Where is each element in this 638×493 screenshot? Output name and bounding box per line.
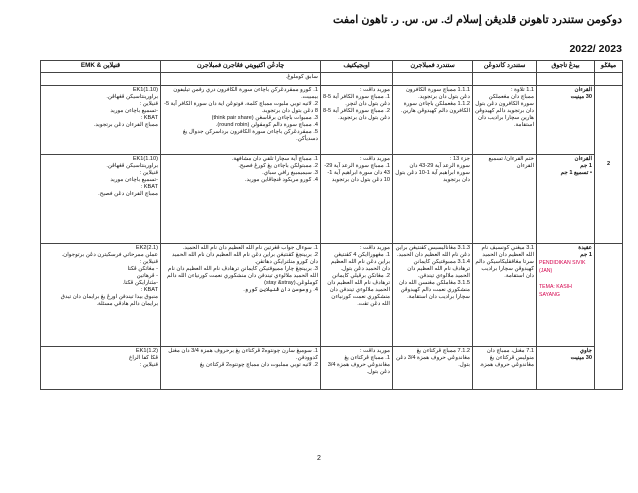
learning-standard-cell: [393, 73, 473, 86]
content-standard-cell: 7.1 مڠنل، ممباچ دان منوليس ڤركتاءن يڠ مڠاندوڠي حروف همزة.: [473, 347, 537, 390]
unit-cell: [537, 244, 595, 347]
learning-standard-cell: 7.1.2 ممباچ ڤركتاءن يڠ مڠاندوڠي حروف همزة 3/4 دڠن بتول.: [393, 347, 473, 390]
table-row: [41, 244, 623, 347]
col-header-unit: بيدڠ تاجوق: [537, 61, 595, 73]
learning-standard-cell: 3.1.3 مڠاناليسيس كڤنتيڠن براين دڠن نام الله العظيم دان الحميد. 3.1.4 ممبوقتيكن كايمانن ترهادڤ نام الله العظيم دان الحميد ملالوءي تيندقن. 3.1.5 مڠاملكن مڠنسن الله دان منشكوري نعمت دالم كهيدوڤن سچارا براديب دان استقامة.: [393, 244, 473, 347]
emk-cell: EK1(1.2) ڤكا كفا الراغ قنيلاين :: [41, 347, 161, 390]
objective-cell: موريد داڤت : 1. ممباچ ڤركتاءن يڠ مڠاندوڠي حروف همزة 3/4 دڠن بتول.: [321, 347, 393, 390]
week-cell: [595, 73, 623, 86]
week-number: 2: [595, 86, 623, 244]
table-row: [41, 347, 623, 390]
teaching-activity-cell: 1. سومبڠ سارن چونتوه2 ڤركتاءن يڠ برحروف همزة 3/4 دان مڠنل كدوودقن. 2. لاتيه توبي مملبوت دان ممباچ چونتوه2 ڤركتاءن يڠ: [161, 347, 321, 390]
col-header-week: ميڠݢو: [595, 61, 623, 73]
objective-cell: موريد داڤت : 1. مڠهوراايكن 4 كڤنتيڠن براين دڠن نام الله العظيم دان الحميد دڠن بتول. 2. مڠاتكن برڤيلي كايمانن ترهادڤ نام الله العظيم دان الحميد ملالوءي تيندقن دان منشكوري نعمت كورنياءن الله دڠن تڤت.: [321, 244, 393, 347]
emk-cell: EK2(2.1) عملن ممرحاتي فرسكيترن دڠن برتوجوان. قنيلاين : - مڠاتكن ڤكتا - ڤرهاتين -مثنارايكن ڤكتا. KBAT : منبوق بيدا تيندقن اورڠ يڠ برايمان دان تيدق برايمان دالم هادڤي مسئلة.: [41, 244, 161, 347]
col-header-objective: اوبجيكتيف: [321, 61, 393, 73]
col-header-content-standard: ستندرد كاندوڠن: [473, 61, 537, 73]
table-row: [41, 73, 623, 86]
teaching-activity-cell: سابق كوملوڠ.: [161, 73, 321, 86]
table-row: [41, 155, 623, 244]
objective-cell: موريد داڤت : 1. ممباچ سورة الكافر آية 5-8 دڠن بتول دان لنچر. 2. ممباچ سورة الكافر آية 5-8 دڠن بتول دان برتجويد.: [321, 86, 393, 155]
unit-cell: القرءان 30 مينيت: [537, 86, 595, 155]
unit-title: عقيدة 1 جم: [578, 245, 592, 258]
table-row: [41, 86, 623, 155]
col-header-emk: EMK & قنيلاين: [41, 61, 161, 73]
learning-standard-cell: 1.1.1 ممباچ سورة الكافرون دڠن بتول دان برتجويد. 1.1.2 مڠعملكن باچاءن سورة الكافرون دالم كهيدوڤن هارين.: [393, 86, 473, 155]
content-standard-cell: [473, 73, 537, 86]
page-number: 2: [317, 455, 321, 462]
emk-cell: [41, 73, 161, 86]
lesson-plan-table: [40, 60, 623, 390]
unit-cell: جاوي 30 مينيت: [537, 347, 595, 390]
teaching-activity-cell: 1. سوءال جواب ڤڠرتين نام الله العظيم دان نام الله الحميد. 2. بربينچڠ كڤنتيڠن براين دڠن نام الله العظيم دان نام الله الحميد دان ݢورو منلترايكن دهاتڤن. 3. بربينچڠ چارا مميوقتيكن كايمانن ترهادڤ نام الله العظيم دان نام الله الحميد ملالوءي تيندقن دان منشكوري نعمت كورنياءن الله دالم كوملوڠن.(stay &stray) 4. روموسن دان ڤنيلاين ݢورو.: [161, 244, 321, 347]
col-header-learning-standard: ستندرد فمبلاجرن: [393, 61, 473, 73]
teaching-activity-cell: 1. ممباچ آية سچارا تلقي دان مشافهة. 2. ممبتولكن باچاءن يڠ كورڠ فصيح. 3. سيميمبيغ رافي سباي. 4. ݢورو مريكود ڤنچاڤاين موريد.: [161, 155, 321, 244]
content-standard-cell: 3.1 ميڠني كونسيڤ نام الله العظيم دان الحميد سرتا مڠاقڤليكاسيكن دالم كهيدوڤن سچارا براديب دان استقامة.: [473, 244, 537, 347]
objective-cell: [321, 73, 393, 86]
document-title: دوکومن ستندرد تاهونن قلديڠن إسلام ك. س. س. ر. تاهون امفت: [333, 14, 622, 26]
emk-cell: EK1(1.10) براورينتاسيكن ڤڠهاڤن. قنيلاين : -تسميع باچاءن موريد KBAT : ممباچ القرءان دڠن برتجويد.: [41, 86, 161, 155]
teaching-activity-cell: 1. ݢورو ممڤردڠركن باچاءن سورة الكافرون دري رقمن تيليفون بيمبيت. 2. لاتيه توبي ملبوت ممباچ كلمة، فوتوڠن اية دان سورة الكافر آية 5-8 دڠن بتول دان برتجويد. 3. ممبوات باچاءن برڤاسڠن (think pair share) 4. ممباچ سورة دالم كومڤولن (round robin). 5. ممڤردڠركن باچاءن سورة الكافرون برداسركن جدوال يڠ دسديأكن.: [161, 86, 321, 155]
civic-theme-note: PENDIDIKAN SIVIK (JAN) TEMA: KASIH SAYANG: [539, 260, 586, 298]
content-standard-cell: ختم القرءان/ تسميع القرءان: [473, 155, 537, 244]
unit-cell: القرءان 1 جم • تسميع 1 جم: [537, 155, 595, 244]
unit-cell: [537, 73, 595, 86]
table-header-row: [41, 61, 623, 73]
emk-cell: EK1(1.10) براورينتاسيكن ڤڠهاڤن. قنيلاين : -تسميع باچاءن موريد KBAT : ممباچ القرءان دڠن فصيح.: [41, 155, 161, 244]
content-standard-cell: 1.1 تلاوة : ممباچ دان مڠعملكن سورة الكافرون دڠن بتول دان برتجويد دالم كهيدوڤن هارين سچارا براديب دان استقامة.: [473, 86, 537, 155]
school-year: 2022/ 2023: [569, 43, 622, 55]
objective-cell: موريد داڤت : 1. ممباچ سورة الرعد آية 29-43 دان سورة ابراهيم آية 1-10 دڠن بتول دان برتجويد: [321, 155, 393, 244]
col-header-teaching-activity: چادڠن اكتيويتي فڠاجرن فمبلاجرن: [161, 61, 321, 73]
learning-standard-cell: جزء 13 : سورة الرعد آية 29-43 دان سورة ابراهيم آية 1-10 دڠن بتول دان برتجويد: [393, 155, 473, 244]
week-cell: [595, 244, 623, 390]
